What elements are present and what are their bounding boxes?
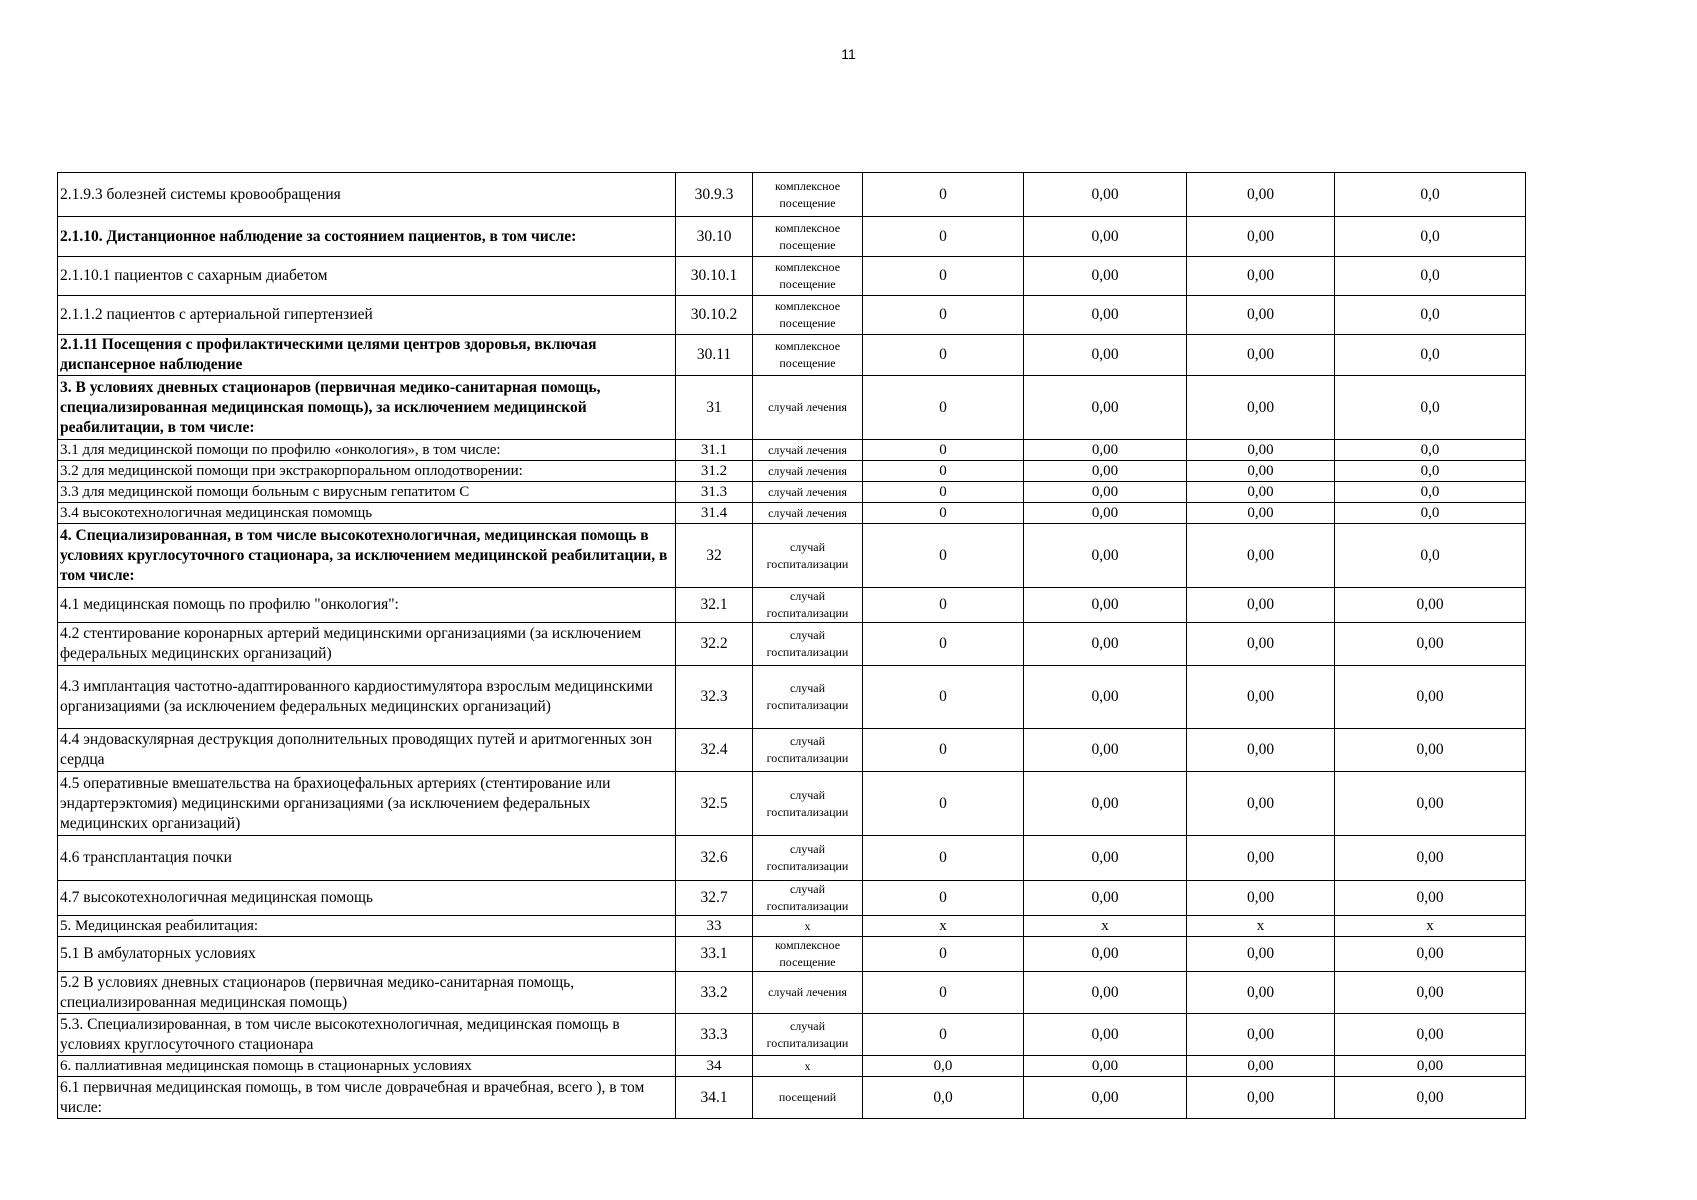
row-code: 32.1	[676, 588, 753, 623]
row-name: 3.1 для медицинской помощи по профилю «онкология», в том числе:	[58, 440, 676, 461]
row-value-3: 0,00	[1187, 482, 1335, 503]
row-value-1: 0	[863, 173, 1024, 217]
row-value-1: 0	[863, 257, 1024, 296]
row-value-1: 0	[863, 440, 1024, 461]
row-value-1: 0	[863, 1014, 1024, 1056]
table-row	[58, 524, 1526, 588]
row-value-3: 0,00	[1187, 440, 1335, 461]
row-name: 4.4 эндоваскулярная деструкция дополнительных проводящих путей и аритмогенных зон сердца	[58, 729, 676, 772]
row-name: 2.1.9.3 болезней системы кровообращения	[58, 173, 676, 217]
row-value-1: 0	[863, 376, 1024, 440]
row-value-3: 0,00	[1187, 1056, 1335, 1077]
row-value-2: 0,00	[1024, 836, 1187, 881]
row-value-1: 0,0	[863, 1077, 1024, 1119]
row-value-1: 0	[863, 503, 1024, 524]
row-unit: случай госпитализации	[753, 1014, 863, 1056]
row-code: 31.3	[676, 482, 753, 503]
row-value-3: 0,00	[1187, 623, 1335, 666]
row-value-2: 0,00	[1024, 173, 1187, 217]
row-value-1: 0	[863, 335, 1024, 376]
table-row	[58, 503, 1526, 524]
row-value-2: 0,00	[1024, 524, 1187, 588]
row-value-3: 0,00	[1187, 729, 1335, 772]
row-value-3: 0,00	[1187, 1014, 1335, 1056]
row-unit: случай госпитализации	[753, 623, 863, 666]
row-unit: случай лечения	[753, 461, 863, 482]
table-row	[58, 588, 1526, 623]
table-row	[58, 836, 1526, 881]
row-value-3: 0,00	[1187, 257, 1335, 296]
row-unit: случай госпитализации	[753, 524, 863, 588]
row-value-3: 0,00	[1187, 296, 1335, 335]
row-value-2: 0,00	[1024, 461, 1187, 482]
row-value-4: 0,0	[1335, 173, 1526, 217]
row-value-2: 0,00	[1024, 588, 1187, 623]
row-value-4: 0,0	[1335, 524, 1526, 588]
row-value-3: 0,00	[1187, 503, 1335, 524]
row-name: 4.3 имплантация частотно-адаптированного кардиостимулятора взрослым медицинскими организациями (за исключением федеральных медицинских организаций)	[58, 666, 676, 729]
row-unit: х	[753, 916, 863, 937]
row-unit: случай лечения	[753, 503, 863, 524]
row-name: 3.2 для медицинской помощи при экстракорпоральном оплодотворении:	[58, 461, 676, 482]
table-row	[58, 881, 1526, 916]
row-unit: случай госпитализации	[753, 588, 863, 623]
row-value-4: 0,00	[1335, 772, 1526, 836]
table-row	[58, 666, 1526, 729]
row-value-1: х	[863, 916, 1024, 937]
row-value-2: 0,00	[1024, 972, 1187, 1014]
row-value-3: 0,00	[1187, 217, 1335, 257]
row-value-2: 0,00	[1024, 666, 1187, 729]
row-value-4: 0,00	[1335, 588, 1526, 623]
row-value-3: 0,00	[1187, 173, 1335, 217]
row-code: 30.10	[676, 217, 753, 257]
row-value-1: 0	[863, 772, 1024, 836]
row-value-1: 0	[863, 217, 1024, 257]
row-unit: комплексное посещение	[753, 257, 863, 296]
table-row	[58, 937, 1526, 972]
row-value-1: 0	[863, 296, 1024, 335]
row-value-2: 0,00	[1024, 482, 1187, 503]
row-value-4: 0,00	[1335, 1077, 1526, 1119]
row-unit: комплексное посещение	[753, 296, 863, 335]
row-unit: случай госпитализации	[753, 881, 863, 916]
row-value-4: 0,0	[1335, 257, 1526, 296]
row-code: 31.4	[676, 503, 753, 524]
row-value-3: 0,00	[1187, 881, 1335, 916]
row-unit: комплексное посещение	[753, 173, 863, 217]
row-code: 33.1	[676, 937, 753, 972]
row-value-2: 0,00	[1024, 772, 1187, 836]
row-value-1: 0	[863, 623, 1024, 666]
row-value-2: 0,00	[1024, 257, 1187, 296]
row-name: 4. Специализированная, в том числе высокотехнологичная, медицинская помощь в условиях круглосуточного стационара, за исключением медицинской реабилитации, в том числе:	[58, 524, 676, 588]
row-value-2: 0,00	[1024, 217, 1187, 257]
row-value-1: 0	[863, 881, 1024, 916]
row-code: 33.2	[676, 972, 753, 1014]
row-code: 32.2	[676, 623, 753, 666]
table-row	[58, 440, 1526, 461]
row-name: 2.1.11 Посещения с профилактическими целями центров здоровья, включая диспансерное наблюдение	[58, 335, 676, 376]
row-code: 31	[676, 376, 753, 440]
table-row	[58, 1014, 1526, 1056]
row-value-2: 0,00	[1024, 1014, 1187, 1056]
row-unit: случай госпитализации	[753, 729, 863, 772]
row-value-1: 0	[863, 666, 1024, 729]
row-value-4: 0,00	[1335, 972, 1526, 1014]
row-value-3: 0,00	[1187, 1077, 1335, 1119]
row-value-4: х	[1335, 916, 1526, 937]
row-value-3: 0,00	[1187, 972, 1335, 1014]
row-unit: комплексное посещение	[753, 937, 863, 972]
row-value-2: 0,00	[1024, 335, 1187, 376]
row-value-4: 0,00	[1335, 881, 1526, 916]
row-value-4: 0,0	[1335, 503, 1526, 524]
row-value-3: 0,00	[1187, 376, 1335, 440]
row-name: 3.3 для медицинской помощи больным с вирусным гепатитом С	[58, 482, 676, 503]
row-unit: случай лечения	[753, 482, 863, 503]
row-value-4: 0,0	[1335, 461, 1526, 482]
row-value-1: 0	[863, 524, 1024, 588]
table-row	[58, 623, 1526, 666]
row-value-3: х	[1187, 916, 1335, 937]
row-name: 4.2 стентирование коронарных артерий медицинскими организациями (за исключением федеральных медицинских организаций)	[58, 623, 676, 666]
row-code: 31.2	[676, 461, 753, 482]
row-code: 34	[676, 1056, 753, 1077]
row-value-4: 0,00	[1335, 1056, 1526, 1077]
table-row	[58, 461, 1526, 482]
row-unit: случай лечения	[753, 440, 863, 461]
row-value-4: 0,0	[1335, 376, 1526, 440]
row-value-4: 0,0	[1335, 217, 1526, 257]
table-row	[58, 772, 1526, 836]
row-code: 32	[676, 524, 753, 588]
row-value-4: 0,00	[1335, 836, 1526, 881]
row-value-4: 0,0	[1335, 440, 1526, 461]
row-name: 2.1.1.2 пациентов с артериальной гипертензией	[58, 296, 676, 335]
row-value-2: 0,00	[1024, 440, 1187, 461]
row-name: 4.6 трансплантация почки	[58, 836, 676, 881]
row-code: 31.1	[676, 440, 753, 461]
table-row	[58, 173, 1526, 217]
row-value-4: 0,00	[1335, 623, 1526, 666]
row-code: 33	[676, 916, 753, 937]
row-code: 30.10.2	[676, 296, 753, 335]
row-name: 4.1 медицинская помощь по профилю "онкология":	[58, 588, 676, 623]
row-value-2: 0,00	[1024, 1077, 1187, 1119]
row-value-2: 0,00	[1024, 376, 1187, 440]
row-value-4: 0,0	[1335, 335, 1526, 376]
table-row	[58, 482, 1526, 503]
row-unit: комплексное посещение	[753, 217, 863, 257]
row-value-1: 0	[863, 836, 1024, 881]
row-value-3: 0,00	[1187, 937, 1335, 972]
row-value-3: 0,00	[1187, 772, 1335, 836]
row-unit: случай лечения	[753, 972, 863, 1014]
row-name: 4.7 высокотехнологичная медицинская помощь	[58, 881, 676, 916]
row-value-4: 0,00	[1335, 1014, 1526, 1056]
table-row	[58, 335, 1526, 376]
row-value-2: 0,00	[1024, 503, 1187, 524]
row-value-4: 0,0	[1335, 482, 1526, 503]
table-row	[58, 257, 1526, 296]
row-name: 4.5 оперативные вмешательства на брахиоцефальных артериях (стентирование или эндартерэктомия) медицинскими организациями (за исключением федеральных медицинских организаций)	[58, 772, 676, 836]
row-value-1: 0	[863, 588, 1024, 623]
row-code: 30.10.1	[676, 257, 753, 296]
table-row	[58, 376, 1526, 440]
row-value-3: 0,00	[1187, 335, 1335, 376]
row-value-4: 0,00	[1335, 666, 1526, 729]
row-value-2: 0,00	[1024, 937, 1187, 972]
row-unit: посещений	[753, 1077, 863, 1119]
row-unit: х	[753, 1056, 863, 1077]
row-name: 2.1.10.1 пациентов с сахарным диабетом	[58, 257, 676, 296]
row-unit: комплексное посещение	[753, 335, 863, 376]
table-row	[58, 217, 1526, 257]
row-value-2: х	[1024, 916, 1187, 937]
table-row	[58, 916, 1526, 937]
row-unit: случай госпитализации	[753, 772, 863, 836]
row-value-1: 0	[863, 972, 1024, 1014]
row-name: 5.2 В условиях дневных стационаров (первичная медико-санитарная помощь, специализированная медицинская помощь)	[58, 972, 676, 1014]
page-number: 11	[841, 46, 856, 62]
row-value-1: 0,0	[863, 1056, 1024, 1077]
row-name: 5.1 В амбулаторных условиях	[58, 937, 676, 972]
row-value-3: 0,00	[1187, 666, 1335, 729]
row-value-3: 0,00	[1187, 461, 1335, 482]
row-code: 32.3	[676, 666, 753, 729]
row-value-3: 0,00	[1187, 588, 1335, 623]
row-name: 5. Медицинская реабилитация:	[58, 916, 676, 937]
row-code: 32.5	[676, 772, 753, 836]
row-code: 33.3	[676, 1014, 753, 1056]
table-row	[58, 1056, 1526, 1077]
row-value-2: 0,00	[1024, 881, 1187, 916]
data-table	[57, 172, 1526, 1119]
row-value-2: 0,00	[1024, 623, 1187, 666]
row-unit: случай госпитализации	[753, 666, 863, 729]
row-name: 2.1.10. Дистанционное наблюдение за состоянием пациентов, в том числе:	[58, 217, 676, 257]
row-name: 3.4 высокотехнологичная медицинская помомщь	[58, 503, 676, 524]
row-value-4: 0,00	[1335, 729, 1526, 772]
row-code: 30.11	[676, 335, 753, 376]
row-name: 6. паллиативная медицинская помощь в стационарных условиях	[58, 1056, 676, 1077]
row-unit: случай госпитализации	[753, 836, 863, 881]
row-value-4: 0,0	[1335, 296, 1526, 335]
row-value-2: 0,00	[1024, 296, 1187, 335]
row-code: 34.1	[676, 1077, 753, 1119]
table-row	[58, 972, 1526, 1014]
table-row	[58, 296, 1526, 335]
row-value-3: 0,00	[1187, 836, 1335, 881]
row-code: 30.9.3	[676, 173, 753, 217]
row-value-1: 0	[863, 937, 1024, 972]
row-code: 32.7	[676, 881, 753, 916]
row-value-1: 0	[863, 729, 1024, 772]
row-value-1: 0	[863, 482, 1024, 503]
row-value-3: 0,00	[1187, 524, 1335, 588]
row-value-2: 0,00	[1024, 1056, 1187, 1077]
row-code: 32.6	[676, 836, 753, 881]
row-name: 5.3. Специализированная, в том числе высокотехнологичная, медицинская помощь в условиях круглосуточного стационара	[58, 1014, 676, 1056]
row-name: 3. В условиях дневных стационаров (первичная медико-санитарная помощь, специализированная медицинская помощь), за исключением медицинской реабилитации, в том числе:	[58, 376, 676, 440]
table-row	[58, 729, 1526, 772]
row-name: 6.1 первичная медицинская помощь, в том числе доврачебная и врачебная, всего ), в том числе:	[58, 1077, 676, 1119]
row-unit: случай лечения	[753, 376, 863, 440]
table-row	[58, 1077, 1526, 1119]
row-value-1: 0	[863, 461, 1024, 482]
row-code: 32.4	[676, 729, 753, 772]
row-value-2: 0,00	[1024, 729, 1187, 772]
row-value-4: 0,00	[1335, 937, 1526, 972]
